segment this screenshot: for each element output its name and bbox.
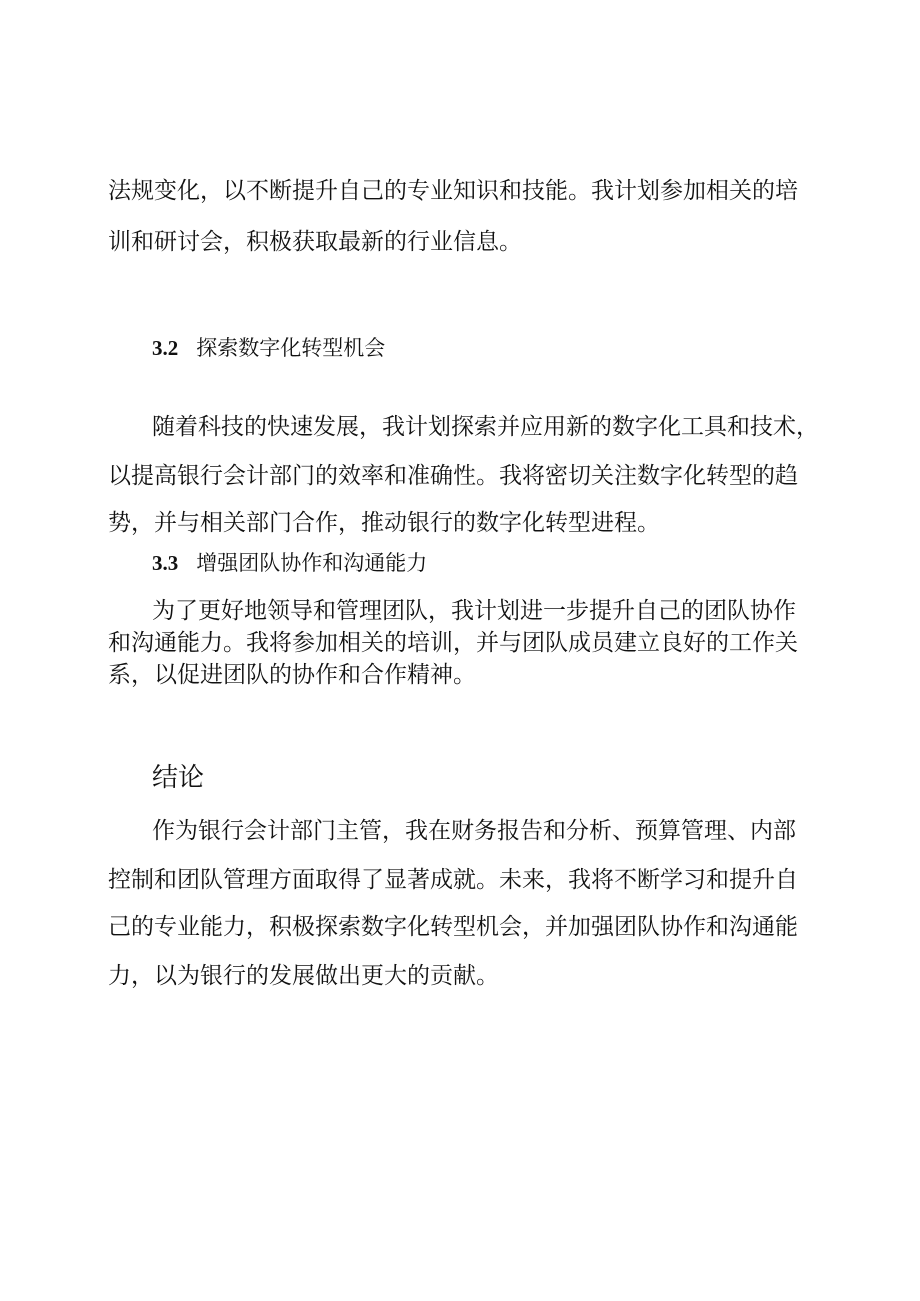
intro-line-2: 训和研讨会，积极获取最新的行业信息。	[108, 229, 522, 255]
section-title: 增强团队协作和沟通能力	[196, 551, 428, 575]
section-number: 3.3	[152, 551, 179, 575]
section-3-3-line-3: 系，以促进团队的协作和合作精神。	[108, 662, 476, 688]
section-3-3-line-2: 和沟通能力。我将参加相关的培训，并与团队成员建立良好的工作关	[108, 630, 798, 656]
section-3-2-line-3: 势，并与相关部门合作，推动银行的数字化转型进程。	[108, 510, 660, 536]
section-title: 探索数字化转型机会	[196, 336, 386, 360]
section-heading-3-3	[152, 550, 427, 576]
section-3-2-line-2: 以提高银行会计部门的效率和准确性。我将密切关注数字化转型的趋	[108, 463, 798, 489]
section-heading-3-2	[152, 335, 385, 361]
section-3-2-line-1: 随着科技的快速发展，我计划探索并应用新的数字化工具和技术，	[152, 414, 819, 440]
section-number: 3.2	[152, 336, 179, 360]
intro-line-1: 法规变化，以不断提升自己的专业知识和技能。我计划参加相关的培	[108, 178, 798, 204]
section-3-3-line-1: 为了更好地领导和管理团队，我计划进一步提升自己的团队协作	[152, 598, 796, 624]
conclusion-heading: 结论	[152, 763, 205, 793]
conclusion-line-4: 力，以为银行的发展做出更大的贡献。	[108, 963, 499, 989]
conclusion-line-2: 控制和团队管理方面取得了显著成就。未来，我将不断学习和提升自	[108, 867, 798, 893]
conclusion-line-3: 己的专业能力，积极探索数字化转型机会，并加强团队协作和沟通能	[108, 914, 798, 940]
conclusion-line-1: 作为银行会计部门主管，我在财务报告和分析、预算管理、内部	[152, 818, 796, 844]
